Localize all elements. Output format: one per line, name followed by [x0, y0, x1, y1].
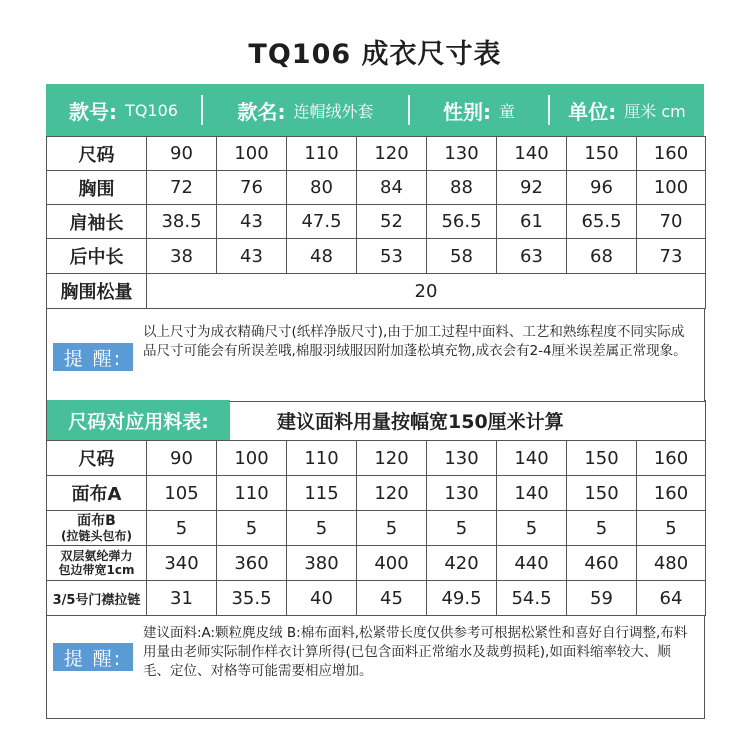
table-cell: 56.5	[427, 205, 497, 239]
table-cell: 340	[147, 546, 217, 581]
table-row	[47, 137, 706, 171]
table-cell: 110	[217, 476, 287, 511]
row-label-line: 双层氨纶弹力	[60, 549, 133, 563]
table-cell: 140	[497, 441, 567, 476]
table-cell: 110	[287, 137, 357, 171]
table-cell: 120	[357, 441, 427, 476]
table-cell: 160	[637, 137, 706, 171]
table-cell: 5	[357, 511, 427, 546]
table-cell: 400	[357, 546, 427, 581]
table-cell: 5	[217, 511, 287, 546]
table-cell: 58	[427, 239, 497, 274]
table-cell: 52	[357, 205, 427, 239]
table-cell: 105	[147, 476, 217, 511]
reminder-text: 以上尺寸为成衣精确尺寸(纸样净版尺寸),由于加工过程中面料、工艺和熟练程度不同实际成品尺寸可能会有所误差哦,棉服羽绒服因附加蓬松填充物,成衣会有2-4厘米误差属正常现象。	[143, 324, 687, 359]
table-row	[47, 581, 706, 616]
table-cell: 72	[147, 171, 217, 205]
table-cell: 84	[357, 171, 427, 205]
table-cell: 480	[637, 546, 706, 581]
table-cell: 120	[357, 476, 427, 511]
table-cell: 40	[287, 581, 357, 616]
table-cell: 45	[357, 581, 427, 616]
table-cell: 150	[567, 476, 637, 511]
table-cell: 31	[147, 581, 217, 616]
table-cell: 440	[497, 546, 567, 581]
fabric-table-tag: 尺码对应用料表:	[47, 400, 230, 440]
table-cell: 360	[217, 546, 287, 581]
table-cell: 96	[567, 171, 637, 205]
ease-label: 胸围松量	[47, 274, 147, 309]
table-row	[47, 205, 706, 239]
table-cell: 150	[567, 441, 637, 476]
table-row	[47, 171, 706, 205]
table-row	[47, 239, 706, 274]
row-label-line: 包边带宽1cm	[58, 563, 135, 577]
table-row	[47, 511, 706, 546]
table-cell: 420	[427, 546, 497, 581]
row-label-line: (拉链头包布)	[61, 528, 132, 543]
table-cell: 68	[567, 239, 637, 274]
table-row	[47, 476, 706, 511]
row-label	[47, 546, 147, 581]
table-cell: 5	[637, 511, 706, 546]
ease-value: 20	[147, 274, 706, 309]
page-title: TQ106 成衣尺寸表	[248, 39, 502, 70]
table-cell: 140	[497, 476, 567, 511]
table-cell: 5	[567, 511, 637, 546]
note-box	[46, 308, 705, 402]
row-label: 尺码	[47, 137, 147, 171]
table-cell: 73	[637, 239, 706, 274]
table-cell: 54.5	[497, 581, 567, 616]
table-cell: 460	[567, 546, 637, 581]
table-cell: 65.5	[567, 205, 637, 239]
table-cell: 160	[637, 476, 706, 511]
row-label: 后中长	[47, 239, 147, 274]
gender-value: 童	[498, 101, 515, 121]
table-cell: 63	[497, 239, 567, 274]
gender-field	[410, 84, 548, 136]
table-cell: 61	[497, 205, 567, 239]
table-cell: 43	[217, 205, 287, 239]
table-cell: 38	[147, 239, 217, 274]
table-cell: 47.5	[287, 205, 357, 239]
table-cell: 59	[567, 581, 637, 616]
table-cell: 88	[427, 171, 497, 205]
table-cell: 90	[147, 137, 217, 171]
table-cell: 130	[427, 476, 497, 511]
style-name-label: 款名:	[237, 99, 286, 124]
unit-label: 单位:	[568, 99, 617, 124]
table-cell: 130	[427, 441, 497, 476]
table-cell: 5	[287, 511, 357, 546]
reminder-badge: 提 醒:	[53, 643, 133, 671]
style-name-value: 连帽绒外套	[293, 101, 374, 121]
table-cell: 100	[217, 441, 287, 476]
row-label: 尺码	[47, 441, 147, 476]
row-label-line: 面布B	[77, 512, 116, 529]
reminder-text: 建议面料:A:颗粒麂皮绒 B:棉布面料,松紧带长度仅供参考可根据松紧性和喜好自行调整,布料用量由老师实际制作样衣计算所得(已包含面料正常缩水及裁剪损耗),如面料缩率较大、顺毛、定位、对格等可能需要相应增加。	[143, 625, 688, 679]
table-row	[47, 441, 706, 476]
table-row	[47, 546, 706, 581]
table-cell: 48	[287, 239, 357, 274]
table-cell: 76	[217, 171, 287, 205]
style-name-field	[203, 84, 408, 136]
style-no-label: 款号:	[69, 99, 118, 124]
table-cell: 380	[287, 546, 357, 581]
table-row	[47, 274, 706, 309]
header-bar	[46, 84, 704, 136]
table-cell: 160	[637, 441, 706, 476]
fabric-calc-note: 建议面料用量按幅宽150厘米计算	[277, 410, 564, 433]
table-cell: 115	[287, 476, 357, 511]
table-cell: 64	[637, 581, 706, 616]
table-cell: 140	[497, 137, 567, 171]
style-no-value: TQ106	[125, 100, 178, 120]
fabric-table	[46, 440, 706, 616]
row-label: 3/5号门襟拉链	[47, 581, 147, 616]
unit-field	[550, 84, 704, 136]
row-label: 肩袖长	[47, 205, 147, 239]
table-cell: 53	[357, 239, 427, 274]
table-cell: 35.5	[217, 581, 287, 616]
table-cell: 49.5	[427, 581, 497, 616]
table-cell: 5	[427, 511, 497, 546]
table-cell: 38.5	[147, 205, 217, 239]
table-cell: 100	[217, 137, 287, 171]
table-cell: 100	[637, 171, 706, 205]
row-label: 面布A	[47, 476, 147, 511]
reminder-badge: 提 醒:	[53, 343, 133, 371]
table-cell: 70	[637, 205, 706, 239]
row-label	[47, 511, 147, 546]
table-cell: 5	[147, 511, 217, 546]
row-label: 胸围	[47, 171, 147, 205]
table-cell: 5	[497, 511, 567, 546]
gender-label: 性别:	[442, 99, 491, 124]
table-cell: 80	[287, 171, 357, 205]
unit-value: 厘米 cm	[624, 101, 686, 121]
table-cell: 130	[427, 137, 497, 171]
table-cell: 43	[217, 239, 287, 274]
table-cell: 90	[147, 441, 217, 476]
note-box	[46, 615, 705, 719]
size-table	[46, 136, 706, 309]
table-cell: 110	[287, 441, 357, 476]
style-no-field	[46, 84, 201, 136]
table-cell: 92	[497, 171, 567, 205]
table-cell: 120	[357, 137, 427, 171]
fabric-band	[46, 400, 706, 440]
table-cell: 150	[567, 137, 637, 171]
